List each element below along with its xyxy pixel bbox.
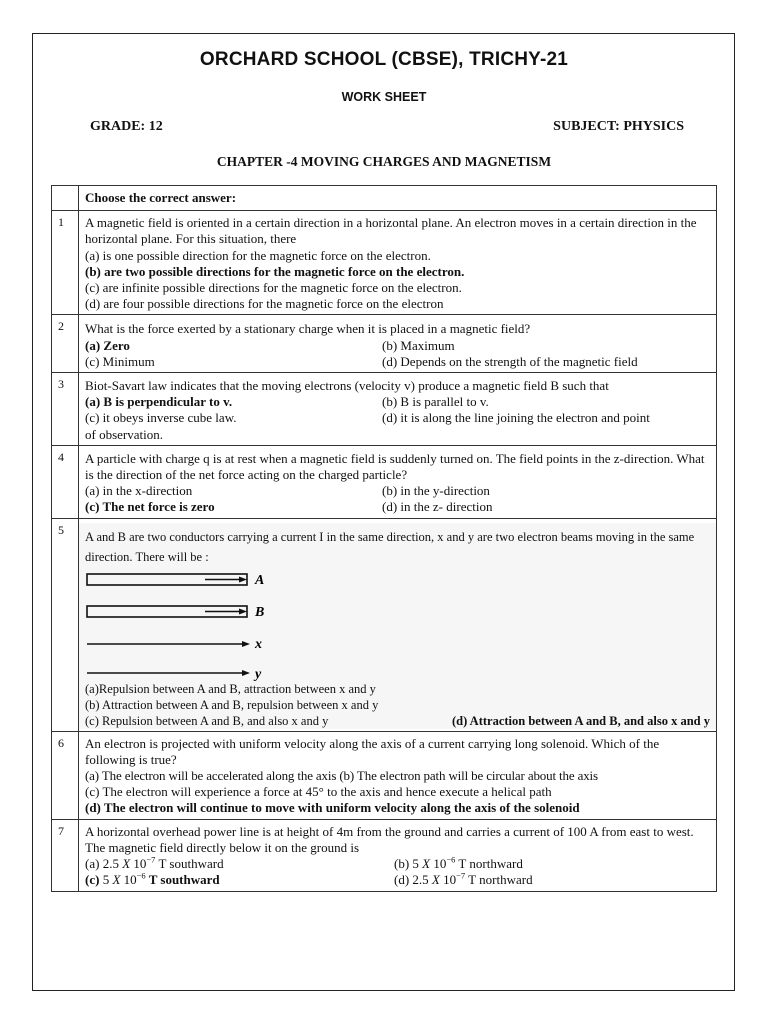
question-row-3 bbox=[52, 373, 717, 446]
question-text: An electron is projected with uniform velocity along the axis of a current carrying long solenoid. Which of the following is true? bbox=[85, 735, 660, 767]
option-d: (d) it is along the line joining the electron and point bbox=[382, 410, 650, 426]
grade-label: GRADE: 12 bbox=[90, 119, 163, 134]
empty-cell bbox=[52, 186, 79, 211]
option-d: (d) The electron will continue to move with uniform velocity along the axis of the solenoid bbox=[85, 800, 580, 816]
options-row bbox=[85, 410, 710, 426]
option-b: (b) in the y-direction bbox=[382, 483, 490, 499]
option-d: (d) 2.5 X $10^{-7}$ T northward bbox=[394, 870, 533, 888]
worksheet-title: WORK SHEET bbox=[341, 90, 427, 104]
question-body bbox=[79, 373, 717, 446]
options-a-b: (a) The electron will be accelerated along the axis (b) The electron path will be circular about the axis bbox=[85, 768, 598, 784]
chapter-title: CHAPTER -4 MOVING CHARGES AND MAGNETISM bbox=[216, 154, 552, 169]
option-d: (d) in the z- direction bbox=[382, 499, 493, 515]
question-row-7 bbox=[52, 819, 717, 892]
option-a: (a) in the x-direction bbox=[85, 483, 193, 499]
option-b: (b) Attraction between A and B, repulsion between x and y bbox=[85, 697, 379, 712]
option-a: (a) B is perpendicular to v. bbox=[85, 394, 233, 410]
question-number: 2 bbox=[52, 315, 79, 373]
question-body bbox=[79, 731, 717, 819]
question-number: 3 bbox=[52, 373, 79, 446]
question-body bbox=[79, 315, 717, 373]
option-b: (b) B is parallel to v. bbox=[382, 394, 489, 410]
question-row-4 bbox=[52, 445, 717, 518]
question-number: 6 bbox=[52, 731, 79, 819]
option-d: (d) Depends on the strength of the magnetic field bbox=[382, 353, 638, 369]
question-text: Biot-Savart law indicates that the moving electrons (velocity v) produce a magnetic field B such that bbox=[85, 378, 609, 394]
options-block bbox=[85, 681, 710, 729]
school-name: ORCHARD SCHOOL (CBSE), TRICHY-21 bbox=[199, 49, 569, 70]
options-row bbox=[85, 354, 710, 370]
beam-arrowhead-x bbox=[242, 641, 250, 647]
subject-label: SUBJECT: PHYSICS bbox=[553, 119, 684, 134]
question-text: A and B are two conductors carrying a current I in the same direction, x and y are two electron beams moving in the same direction. There will be : bbox=[85, 529, 695, 564]
instruction-row bbox=[52, 186, 717, 211]
question-text: A particle with charge q is at rest when a magnetic field is suddenly turned on. The field points in the z-direction. What is the direction of the net force acting on the charged particle? bbox=[85, 450, 705, 483]
question-row-2 bbox=[52, 315, 717, 373]
option-b: (b) are two possible directions for the magnetic force on the electron. bbox=[85, 263, 465, 279]
option-a: (a)Repulsion between A and B, attraction between x and y bbox=[85, 681, 376, 696]
options-row bbox=[85, 872, 710, 888]
question-body bbox=[79, 819, 717, 892]
option-c: (c) The net force is zero bbox=[85, 499, 215, 515]
question-row-5 bbox=[52, 518, 717, 731]
options-row bbox=[85, 499, 710, 515]
option-c: (c) The electron will experience a force at 45° to the axis and hence execute a helical path bbox=[85, 784, 552, 800]
label-a: A bbox=[255, 572, 265, 588]
question-number: 7 bbox=[52, 819, 79, 892]
question-5-panel bbox=[79, 523, 716, 729]
question-body bbox=[79, 518, 717, 731]
question-number: 5 bbox=[52, 518, 79, 731]
question-body bbox=[79, 445, 717, 518]
option-b: (b) 5 X $10^{-6}$ T northward bbox=[394, 854, 523, 872]
option-a: (a) 2.5 X $10^{-7}$ T southward bbox=[85, 854, 224, 872]
options-row bbox=[85, 483, 710, 499]
question-body bbox=[79, 211, 717, 315]
question-text: What is the force exerted by a stationary charge when it is placed in a magnetic field? bbox=[85, 321, 531, 337]
label-y: y bbox=[255, 666, 262, 681]
options-row bbox=[85, 856, 710, 872]
option-c: (c) are infinite possible directions for the magnetic force on the electron. bbox=[85, 280, 462, 296]
label-b: B bbox=[255, 604, 265, 620]
question-number: 1 bbox=[52, 211, 79, 315]
option-c: (c) it obeys inverse cube law. bbox=[85, 410, 237, 426]
option-d: (d) are four possible directions for the magnetic force on the electron bbox=[85, 296, 444, 312]
question-number: 4 bbox=[52, 445, 79, 518]
beam-arrowhead-y bbox=[242, 670, 250, 676]
option-c: (c) 5 X $10^{-6}$ T southward bbox=[85, 870, 220, 888]
question-text: A horizontal overhead power line is at height of 4m from the ground and carries a current of 100 A from east to west. The magnetic field directly below it on the ground is bbox=[85, 823, 694, 855]
questions-table bbox=[51, 185, 717, 892]
option-b: (b) Maximum bbox=[382, 337, 455, 353]
option-d-continued: of observation. bbox=[85, 426, 163, 442]
option-c: (c) Minimum bbox=[85, 353, 155, 369]
label-x: x bbox=[255, 636, 262, 652]
current-arrowhead-a bbox=[239, 576, 247, 582]
question-row-1 bbox=[52, 211, 717, 315]
option-d: (d) Attraction between A and B, and also x and y bbox=[451, 713, 710, 728]
instruction-text: Choose the correct answer: bbox=[79, 186, 717, 211]
option-a: (a) Zero bbox=[85, 337, 130, 353]
question-text: A magnetic field is oriented in a certain direction in a horizontal plane. An electron moves in a certain direction in the horizontal plane. For this situation, there bbox=[85, 215, 697, 247]
options-row bbox=[85, 338, 710, 354]
options-row bbox=[85, 713, 710, 729]
options-row bbox=[85, 394, 710, 410]
question-row-6 bbox=[52, 731, 717, 819]
conductor-diagram bbox=[85, 569, 285, 681]
option-a: (a) is one possible direction for the magnetic force on the electron. bbox=[85, 247, 431, 263]
option-c: (c) Repulsion between A and B, and also x and y bbox=[85, 713, 329, 728]
current-arrowhead-b bbox=[239, 608, 247, 614]
